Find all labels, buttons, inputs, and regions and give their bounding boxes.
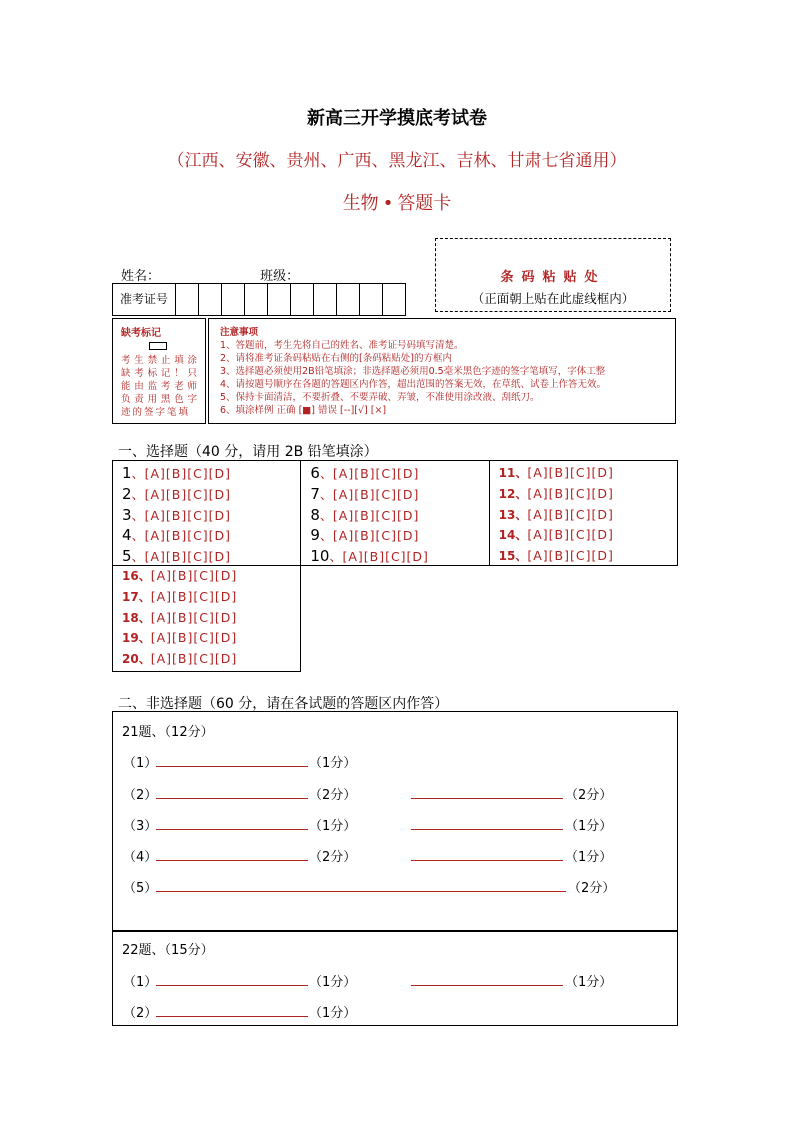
exam-id-digit-cell[interactable] [222, 284, 245, 315]
choice-question-row [113, 566, 300, 587]
exam-id-digit-cell[interactable] [383, 284, 405, 315]
question-number-separator: 、 [319, 467, 333, 482]
question-number [122, 463, 145, 486]
score-label: （1分） [565, 850, 613, 865]
score-label: （1分） [565, 819, 613, 834]
answer-blank[interactable] [156, 1002, 308, 1017]
answer-blank[interactable] [156, 877, 566, 892]
question-number [122, 525, 145, 548]
question-number [122, 587, 151, 608]
answer-options[interactable]: [A][B][C][D] [150, 609, 238, 625]
answer-options[interactable]: [A][B][C][D] [332, 528, 420, 544]
score-label: （2分） [565, 788, 613, 803]
notes-box [208, 318, 676, 424]
question-number-text: 8 [310, 505, 320, 524]
question-number-separator: 、 [138, 589, 151, 604]
question-number-text: 17 [122, 589, 139, 604]
question-number [122, 649, 151, 670]
question-number-text: 11 [498, 466, 516, 480]
choice-question-row [301, 484, 488, 505]
question-number [122, 484, 145, 507]
question-number-text: 15 [498, 549, 516, 564]
question-number-text: 7 [310, 484, 320, 503]
question-number-separator: 、 [131, 487, 145, 503]
choice-question-row [490, 546, 677, 567]
answer-blank[interactable] [156, 784, 308, 799]
question-number-separator: 、 [515, 486, 528, 501]
exam-id-digit-cell[interactable] [268, 284, 291, 315]
question-number-separator: 、 [131, 550, 145, 566]
sub-question-label: （4） [123, 850, 158, 865]
class-field[interactable] [299, 269, 397, 284]
question-number-separator: 、 [138, 610, 151, 625]
subject-separator: • [382, 193, 394, 214]
question-number-text: 5 [122, 547, 132, 566]
question-number-separator: 、 [319, 508, 333, 524]
question-number-text: 1 [122, 464, 132, 482]
exam-subtitle: （江西、安徽、贵州、广西、黑龙江、吉林、甘肃七省通用） [167, 151, 627, 171]
answer-blank[interactable] [411, 846, 563, 861]
answer-blank[interactable] [156, 752, 308, 767]
absent-mark-text: 考生禁止填涂缺考标记！只能由监考老师负责用黑色字迹的签字笔填 [121, 355, 199, 418]
barcode-instruction: （正面朝上贴在此虚线框内） [471, 291, 635, 306]
absent-mark-title: 缺考标记 [121, 328, 161, 339]
notes-line: 2、请将准考证条码粘贴在右侧的[条码粘贴处]的方框内 [220, 353, 452, 364]
answer-options[interactable]: [A][B][C][D] [527, 506, 614, 522]
question-number-separator: 、 [515, 466, 528, 480]
question-number-text: 2 [122, 484, 132, 503]
score-label: （1分） [565, 975, 613, 990]
question-number-separator: 、 [131, 508, 145, 524]
choice-question-row [490, 484, 677, 505]
answer-blank[interactable] [411, 971, 563, 986]
sub-question-label: （5） [123, 881, 158, 896]
question-22-title: 22题、（15分） [122, 943, 214, 958]
question-number-text: 12 [498, 486, 516, 501]
answer-options[interactable]: [A][B][C][D] [527, 527, 614, 543]
score-label: （1分） [309, 756, 357, 771]
question-number-separator: 、 [138, 631, 151, 646]
answer-blank[interactable] [411, 815, 563, 830]
exam-id-digit-cell[interactable] [291, 284, 314, 315]
subject-name: 生物 [342, 193, 379, 214]
answer-blank[interactable] [156, 971, 308, 986]
card-label: 答题卡 [397, 193, 452, 214]
question-21-title: 21题、（12分） [122, 725, 214, 740]
absent-mark-box [112, 318, 206, 424]
question-number-separator: 、 [138, 569, 151, 583]
question-number-text: 3 [122, 505, 132, 524]
answer-options[interactable]: [A][B][C][D] [150, 630, 238, 646]
question-number-text: 10 [310, 547, 330, 566]
question-number-separator: 、 [515, 528, 528, 543]
choice-question-row [113, 484, 300, 505]
answer-options[interactable]: [A][B][C][D] [144, 507, 232, 523]
class-label: 班级： [260, 269, 300, 284]
choice-question-row [113, 505, 300, 526]
question-number [310, 463, 333, 486]
question-number-text: 9 [310, 526, 320, 545]
choice-question-row [113, 649, 300, 670]
answer-options[interactable]: [A][B][C][D] [332, 466, 420, 481]
subject-title [0, 189, 794, 215]
question-number [499, 505, 528, 526]
choice-question-row [490, 463, 677, 484]
sub-question-label: （2） [123, 1006, 158, 1021]
notes-line: 6、填涂样例 正确 [■] 错误 [--][√] [×] [220, 405, 387, 416]
section1-title: 一、选择题（40 分，请用 2B 铅笔填涂） [118, 444, 378, 460]
question-number-text: 19 [122, 631, 139, 646]
question-number [310, 546, 342, 569]
exam-id-label: 准考证号 [113, 284, 176, 315]
choice-column [301, 461, 489, 565]
question-number-separator: 、 [329, 550, 343, 566]
notes-line: 5、保持卡面清洁，不要折叠、不要弄破、弄皱，不准使用涂改液、刮纸刀。 [220, 392, 540, 403]
question-number-text: 4 [122, 526, 132, 545]
choice-column [113, 461, 301, 565]
exam-id-digit-cell[interactable] [176, 284, 199, 315]
question-number-text: 13 [498, 507, 516, 522]
answer-options[interactable]: [A][B][C][D] [332, 507, 420, 523]
question-number [310, 505, 333, 528]
answer-options[interactable]: [A][B][C][D] [527, 485, 614, 501]
question-number-text: 14 [498, 528, 516, 543]
question-number [122, 608, 151, 629]
answer-options[interactable]: [A][B][C][D] [144, 528, 232, 544]
exam-id-digit-cell[interactable] [199, 284, 222, 315]
name-field[interactable] [160, 269, 256, 284]
student-info-row [121, 265, 397, 284]
question-number [499, 525, 528, 546]
choice-question-row [113, 608, 300, 629]
sub-question-label: （1） [123, 756, 158, 771]
score-label: （2分） [568, 881, 616, 896]
question-number [122, 566, 151, 587]
question-number [122, 628, 151, 649]
question-number-separator: 、 [319, 487, 333, 503]
score-label: （2分） [309, 850, 357, 865]
question-number-separator: 、 [138, 652, 151, 667]
barcode-area [435, 238, 671, 312]
score-label: （1分） [309, 1006, 357, 1021]
choice-question-row [301, 525, 488, 546]
exam-id-digit-cell[interactable] [360, 284, 383, 315]
sub-question-label: （2） [123, 788, 158, 803]
question-number [310, 484, 333, 507]
question-number-text: 18 [122, 610, 139, 625]
choice-question-row [490, 505, 677, 526]
question-number-text: 20 [122, 652, 139, 667]
question-number-separator: 、 [131, 529, 145, 545]
notes-line: 3、选择题必须使用2B铅笔填涂；非选择题必须用0.5毫米黑色字迹的签字笔填写，字体工整 [220, 366, 606, 377]
sub-question-label: （1） [123, 975, 158, 990]
question-number-text: 16 [122, 569, 139, 583]
answer-options[interactable]: [A][B][C][D] [144, 466, 232, 481]
answer-options[interactable]: [A][B][C][D] [527, 465, 614, 480]
choice-question-row [113, 587, 300, 608]
choice-column-extra [112, 564, 301, 672]
answer-options[interactable]: [A][B][C][D] [332, 486, 420, 502]
barcode-label: 条码粘贴处 [500, 270, 606, 285]
question-number [499, 463, 528, 484]
sub-question-label: （3） [123, 819, 158, 834]
choice-grid [112, 460, 678, 566]
question-number-text: 6 [310, 464, 320, 482]
choice-question-row [113, 463, 300, 484]
notes-line: 4、请按题号顺序在各题的答题区内作答，超出范围的答案无效，在草纸、试卷上作答无效。 [220, 379, 607, 390]
choice-question-row [490, 525, 677, 546]
question-number [499, 546, 528, 567]
choice-question-row [301, 546, 488, 567]
exam-id-digit-cell[interactable] [337, 284, 360, 315]
answer-options[interactable]: [A][B][C][D] [144, 486, 232, 502]
name-label: 姓名： [121, 269, 161, 284]
answer-options[interactable]: [A][B][C][D] [527, 548, 614, 564]
answer-options[interactable]: [A][B][C][D] [342, 549, 429, 565]
answer-blank[interactable] [411, 784, 563, 799]
exam-id-box [112, 283, 406, 316]
score-label: （2分） [309, 788, 357, 803]
question-number [499, 484, 528, 505]
choice-question-row [301, 505, 488, 526]
answer-blank[interactable] [156, 815, 308, 830]
answer-blank[interactable] [156, 846, 308, 861]
exam-id-digit-cell[interactable] [245, 284, 268, 315]
question-number [122, 505, 145, 528]
score-label: （1分） [309, 975, 357, 990]
question-number [310, 525, 333, 548]
choice-question-row [113, 525, 300, 546]
answer-options[interactable]: [A][B][C][D] [150, 568, 238, 583]
question-number-separator: 、 [319, 529, 333, 545]
question-22-area [112, 930, 678, 1026]
answer-options[interactable]: [A][B][C][D] [150, 588, 238, 604]
question-21-area [112, 711, 678, 932]
choice-question-row [113, 628, 300, 649]
answer-options[interactable]: [A][B][C][D] [150, 651, 238, 667]
choice-question-row [301, 463, 488, 484]
notes-title: 注意事项 [220, 327, 259, 338]
absent-mark-checkbox[interactable] [149, 342, 167, 350]
question-number-separator: 、 [515, 507, 528, 522]
score-label: （1分） [309, 819, 357, 834]
choice-column [490, 461, 677, 565]
notes-line: 1、答题前，考生先将自己的姓名、准考证号码填写清楚。 [220, 340, 464, 351]
question-number-separator: 、 [131, 467, 145, 482]
exam-id-digit-cell[interactable] [314, 284, 337, 315]
section2-title: 二、非选择题（60 分，请在各试题的答题区内作答） [118, 696, 449, 712]
answer-options[interactable]: [A][B][C][D] [144, 549, 232, 565]
question-number-separator: 、 [515, 549, 528, 564]
exam-title: 新高三开学摸底考试卷 [307, 108, 487, 129]
